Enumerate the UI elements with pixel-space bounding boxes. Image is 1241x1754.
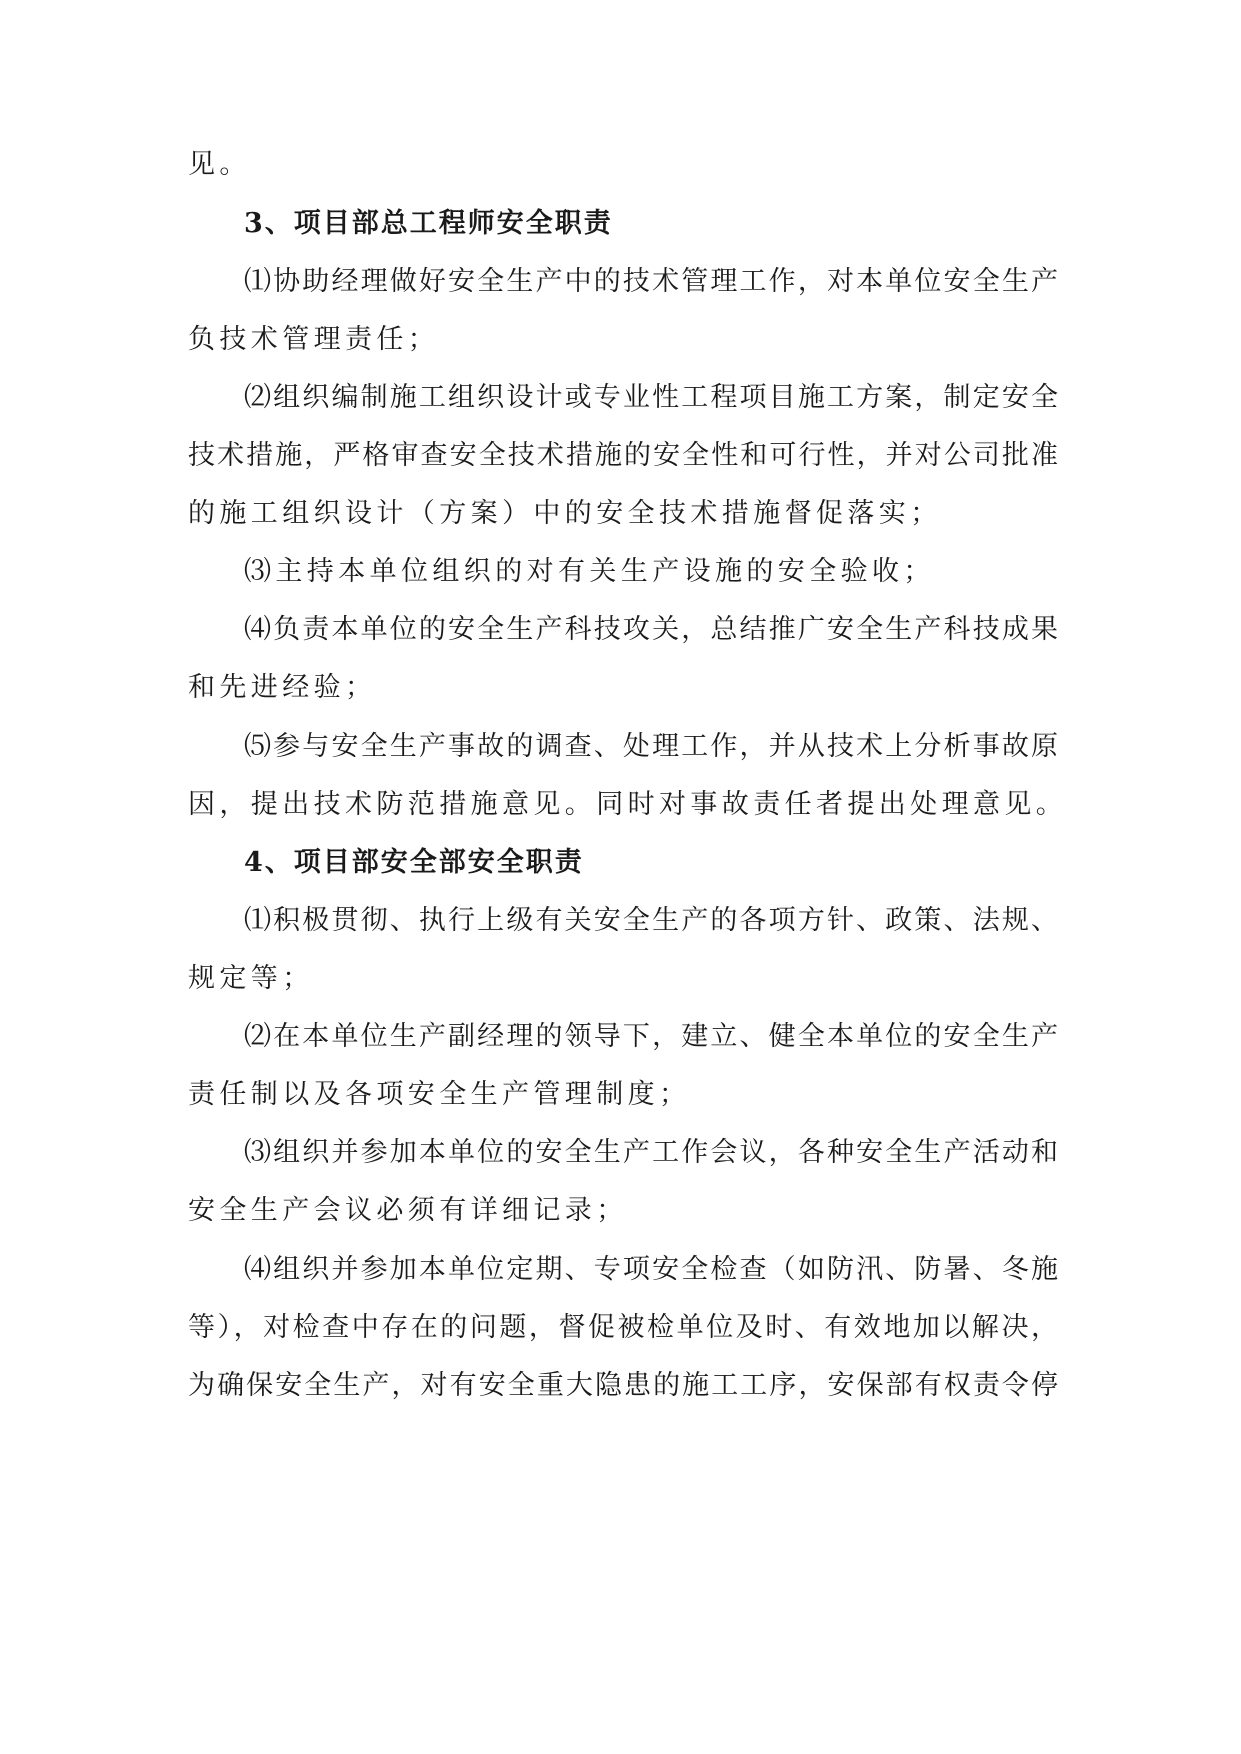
text-line: 等），对检查中存在的问题，督促被检单位及时、有效地加以解决，	[188, 1312, 1058, 1343]
text-line: ⑶主持本单位组织的对有关生产设施的安全验收；	[244, 556, 935, 587]
text-line: ⑸参与安全生产事故的调查、处理工作，并从技术上分析事故原	[244, 731, 1058, 762]
text-line: ⑵组织编制施工组织设计或专业性工程项目施工方案，制定安全	[244, 382, 1058, 413]
text-line: 为确保安全生产，对有安全重大隐患的施工工序，安保部有权责令停	[188, 1370, 1058, 1401]
text-line: 负技术管理责任；	[188, 324, 440, 355]
text-line: 见。	[188, 149, 251, 180]
section-heading: 3、项目部总工程师安全职责	[244, 208, 613, 239]
text-line: ⑶组织并参加本单位的安全生产工作会议，各种安全生产活动和	[244, 1137, 1058, 1168]
text-line: 的施工组织设计（方案）中的安全技术措施督促落实；	[188, 498, 942, 529]
text-line: 规定等；	[188, 963, 314, 994]
text-line: 因，提出技术防范措施意见。同时对事故责任者提出处理意见。	[188, 789, 1068, 820]
text-line: 和先进经验；	[188, 672, 377, 703]
text-line: ⑷负责本单位的安全生产科技攻关，总结推广安全生产科技成果	[244, 614, 1058, 645]
text-line: 责任制以及各项安全生产管理制度；	[188, 1079, 691, 1110]
text-line: 技术措施，严格审查安全技术措施的安全性和可行性，并对公司批准	[188, 440, 1058, 471]
text-line: ⑴协助经理做好安全生产中的技术管理工作，对本单位安全生产	[244, 266, 1058, 297]
text-line: ⑷组织并参加本单位定期、专项安全检查（如防汛、防暑、冬施	[244, 1254, 1058, 1285]
section-heading: 4、项目部安全部安全职责	[244, 847, 584, 878]
text-line: ⑵在本单位生产副经理的领导下，建立、健全本单位的安全生产	[244, 1021, 1058, 1052]
text-line: 安全生产会议必须有详细记录；	[188, 1195, 628, 1226]
text-line: ⑴积极贯彻、执行上级有关安全生产的各项方针、政策、法规、	[244, 905, 1058, 936]
